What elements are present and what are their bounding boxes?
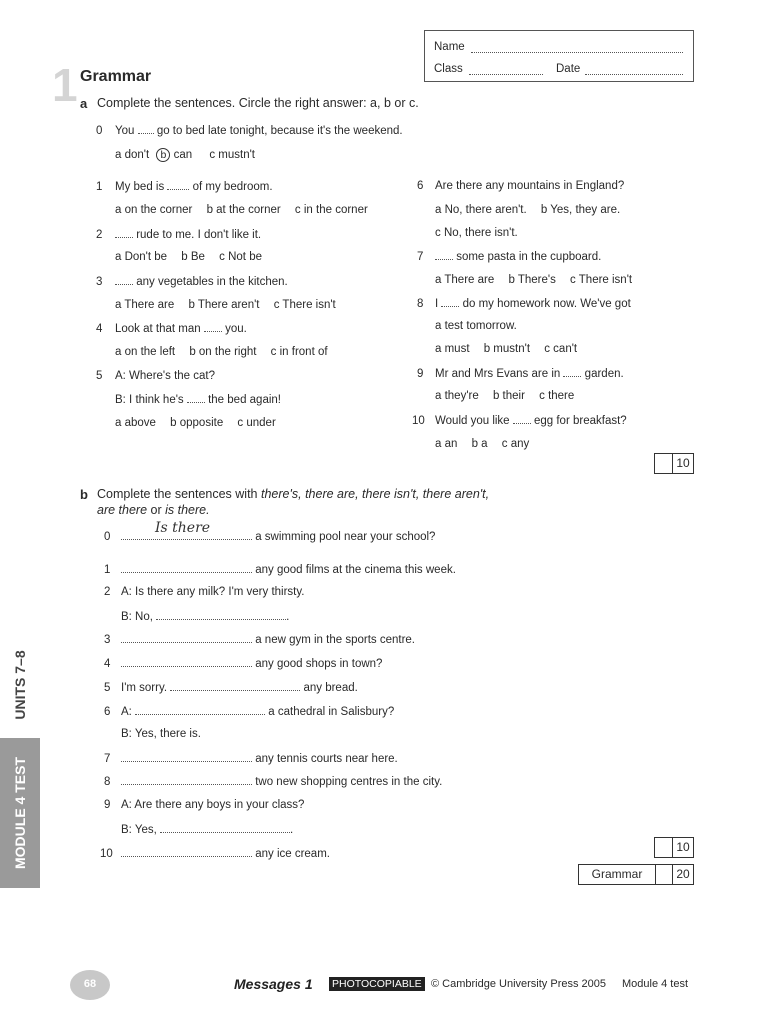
answer-blank[interactable] [160,823,290,833]
name-class-date-box [424,30,694,82]
option-b[interactable]: b a [471,438,488,450]
question-2 [96,228,261,241]
units-tab [0,632,40,738]
answer-blank[interactable] [121,775,252,785]
option-a[interactable]: a above [115,417,156,429]
question-text: do my homework now. We've got [462,298,631,310]
question-7 [417,250,601,263]
option-c[interactable]: c mustn't [209,149,255,161]
options-7 [435,274,632,286]
question-1 [96,180,273,193]
example-options [115,148,255,162]
question-4 [96,322,247,335]
question-5 [96,370,215,382]
options-1 [115,204,368,216]
option-b[interactable]: b Yes, they are. [540,204,621,216]
fill-question-1 [104,563,456,576]
option-b[interactable]: b opposite [170,417,224,429]
score-entry-box[interactable] [655,865,673,884]
question-text: A: Where's the cat? [115,370,215,382]
date-label: Date [556,63,581,75]
fill-question-2-line-b [121,610,289,623]
question-number: 2 [104,586,111,598]
section-number: 1 [52,59,78,111]
answer-blank[interactable] [138,124,154,134]
answer-blank[interactable] [167,180,189,190]
option-c[interactable]: c There isn't [273,299,336,311]
question-text: some pasta in the cupboard. [456,251,602,263]
question-number: 10 [412,415,425,427]
fill-question-3 [104,633,415,646]
option-b[interactable]: b There aren't [188,299,260,311]
option-b[interactable]: can [173,149,193,161]
fill-question-8 [104,775,442,788]
part-a-score-box [654,453,694,474]
score-entry-box[interactable] [655,454,672,473]
question-number: 3 [96,276,103,288]
question-text: Mr and Mrs Evans are in [435,368,561,380]
answer-blank[interactable] [204,322,222,332]
option-a[interactable]: a There are [435,274,495,286]
fill-question-10 [100,847,330,860]
question-text: Look at that man [115,323,201,335]
option-a[interactable]: a Don't be [115,251,168,263]
fill-question-6-line-b: B: Yes, there is. [121,728,201,740]
question-text: a swimming pool near your school? [255,531,436,543]
name-label: Name [434,41,465,53]
answer-blank[interactable] [513,414,531,424]
question-number: 0 [96,125,103,137]
options-6-line-1 [435,204,620,216]
options-9 [435,390,574,402]
module-tab [0,738,40,888]
question-text: any tennis courts near here. [255,753,398,765]
answer-blank[interactable] [121,752,252,762]
question-number: 8 [104,776,111,788]
answer-blank[interactable] [121,520,252,540]
question-number: 5 [104,682,111,694]
question-text: a cathedral in Salisbury? [268,706,395,718]
question-number: 6 [417,180,424,192]
question-text: Are there any mountains in England? [435,180,625,192]
question-number: 8 [417,298,424,310]
options-8 [435,343,577,355]
total-label: Grammar [591,867,643,881]
score-total: 20 [672,865,693,884]
question-text: of my bedroom. [192,181,273,193]
answer-blank[interactable] [121,847,252,857]
question-text: go to bed late tonight, because it's the weekend. [156,125,403,137]
question-number: 9 [417,368,424,380]
brand-name: Messages 1 [234,976,313,992]
options-3 [115,299,336,311]
option-c[interactable]: c in front of [270,346,328,358]
question-8-line-2: a test tomorrow. [435,320,517,332]
answer-blank[interactable] [121,563,252,573]
question-number: 3 [104,634,111,646]
option-c[interactable]: c No, there isn't. [435,227,518,239]
fill-question-7 [104,752,398,765]
question-text: I'm sorry. [121,682,168,694]
option-a[interactable]: a There are [115,299,175,311]
question-number: 4 [104,658,111,670]
test-name: Module 4 test [622,978,689,990]
fill-example [104,520,436,543]
question-text: two new shopping centres in the city. [255,776,443,788]
option-b[interactable]: b There's [508,274,556,286]
option-a[interactable]: a on the left [115,346,176,358]
answer-blank[interactable] [115,275,133,285]
copyright: © Cambridge University Press 2005 [431,978,607,990]
options-4 [115,346,328,358]
fill-question-4 [104,657,382,670]
option-c[interactable]: c can't [544,343,578,355]
question-10 [412,414,627,427]
instruction-options: is there. [165,503,210,517]
question-text: A: Are there any boys in your class? [121,799,305,811]
question-text: any bread. [303,682,358,694]
class-label: Class [434,63,463,75]
punctuation: . [286,611,290,623]
options-10 [435,438,529,450]
option-c[interactable]: c there [539,390,575,402]
options-5 [115,417,276,429]
option-b[interactable]: b mustn't [483,343,531,355]
answer-blank[interactable] [156,610,286,620]
option-c[interactable]: c under [237,417,276,429]
question-number: 4 [96,323,103,335]
instruction-text: Complete the sentences with [97,487,258,501]
punctuation: . [290,824,294,836]
name-field[interactable] [471,43,683,53]
answer-blank[interactable] [441,297,459,307]
question-number: 1 [96,181,103,193]
question-5-line-2 [115,393,281,406]
question-8 [417,297,631,310]
question-3 [96,275,288,288]
question-text: B: I think he's [115,394,184,406]
part-a-instruction: Complete the sentences. Circle the right answer: a, b or c. [97,96,419,110]
question-text: Would you like [435,415,510,427]
question-text: B: Yes, [121,824,157,836]
units-label: UNITS 7–8 [12,650,28,720]
question-number: 9 [104,799,111,811]
question-text: B: No, [121,611,153,623]
question-text: You [115,125,135,137]
option-a[interactable]: a on the corner [115,204,193,216]
fill-question-6 [104,705,394,718]
question-6 [417,180,624,192]
option-a[interactable]: a must [435,343,470,355]
option-a[interactable]: a No, there aren't. [435,204,527,216]
question-9 [417,367,624,380]
fill-question-5 [104,681,358,694]
options-2 [115,251,262,263]
grammar-total-box [578,864,694,885]
options-6-line-2 [435,227,518,239]
circled-option-letter[interactable]: b [156,148,170,162]
instruction-options: there's, there are, there isn't, there aren't, [261,487,490,501]
answer-blank[interactable] [187,393,205,403]
part-b-instruction-line-2 [97,503,210,517]
instruction-options: are there [97,503,148,517]
answer-blank[interactable] [121,633,252,643]
question-text: any good shops in town? [255,658,383,670]
score-entry-box[interactable] [655,838,672,857]
question-number: 1 [104,564,111,576]
question-text: any good films at the cinema this week. [255,564,456,576]
part-b-letter: b [80,487,88,502]
fill-question-9 [104,799,304,811]
instruction-text: or [150,503,162,517]
answer-blank[interactable] [170,681,300,691]
question-number: 5 [96,370,103,382]
option-b[interactable]: b at the corner [206,204,281,216]
question-text: a new gym in the sports centre. [255,634,416,646]
answer-blank[interactable] [115,228,133,238]
score-total: 10 [672,838,693,857]
question-number: 6 [104,706,111,718]
question-text: egg for breakfast? [533,415,627,427]
date-field[interactable] [585,65,683,75]
answer-blank[interactable] [435,250,453,260]
answer-blank[interactable] [121,657,252,667]
module-label: MODULE 4 TEST [12,756,28,870]
option-a[interactable]: a an [435,438,458,450]
question-text: garden. [584,368,624,380]
question-text: A: [121,706,132,718]
option-a[interactable]: a they're [435,390,479,402]
question-text: you. [225,323,247,335]
question-text: any ice cream. [255,848,330,860]
question-text: the bed again! [208,394,281,406]
option-c[interactable]: c Not be [219,251,262,263]
question-number: 7 [417,251,424,263]
option-c[interactable]: c There isn't [570,274,633,286]
option-c[interactable]: c in the corner [294,204,368,216]
photocopiable-badge: PHOTOCOPIABLE [329,977,425,991]
question-number: 0 [104,531,111,543]
option-a[interactable]: a don't [115,149,150,161]
option-b[interactable]: b their [492,390,525,402]
answer-blank[interactable] [563,367,581,377]
question-text: A: Is there any milk? I'm very thirsty. [121,586,305,598]
page-number-badge [70,970,110,1000]
answer-blank[interactable] [135,705,265,715]
option-b[interactable]: b Be [181,251,205,263]
part-b-score-box [654,837,694,858]
option-b[interactable]: b on the right [189,346,257,358]
question-number: 2 [96,229,103,241]
question-text: any vegetables in the kitchen. [136,276,288,288]
score-total: 10 [672,454,693,473]
part-b-instruction [97,487,489,501]
page-number: 68 [83,978,97,990]
part-a-letter: a [80,96,88,111]
fill-question-2 [104,586,304,598]
question-text: rude to me. I don't like it. [136,229,262,241]
example-question [96,124,403,137]
handwritten-answer: Is there [155,520,211,536]
section-title: Grammar [80,68,152,85]
question-number: 10 [100,848,113,860]
question-text: My bed is [115,181,165,193]
question-text: I [435,298,439,310]
class-field[interactable] [469,65,543,75]
fill-question-9-line-b [121,823,293,836]
option-c[interactable]: c any [501,438,530,450]
question-number: 7 [104,753,111,765]
